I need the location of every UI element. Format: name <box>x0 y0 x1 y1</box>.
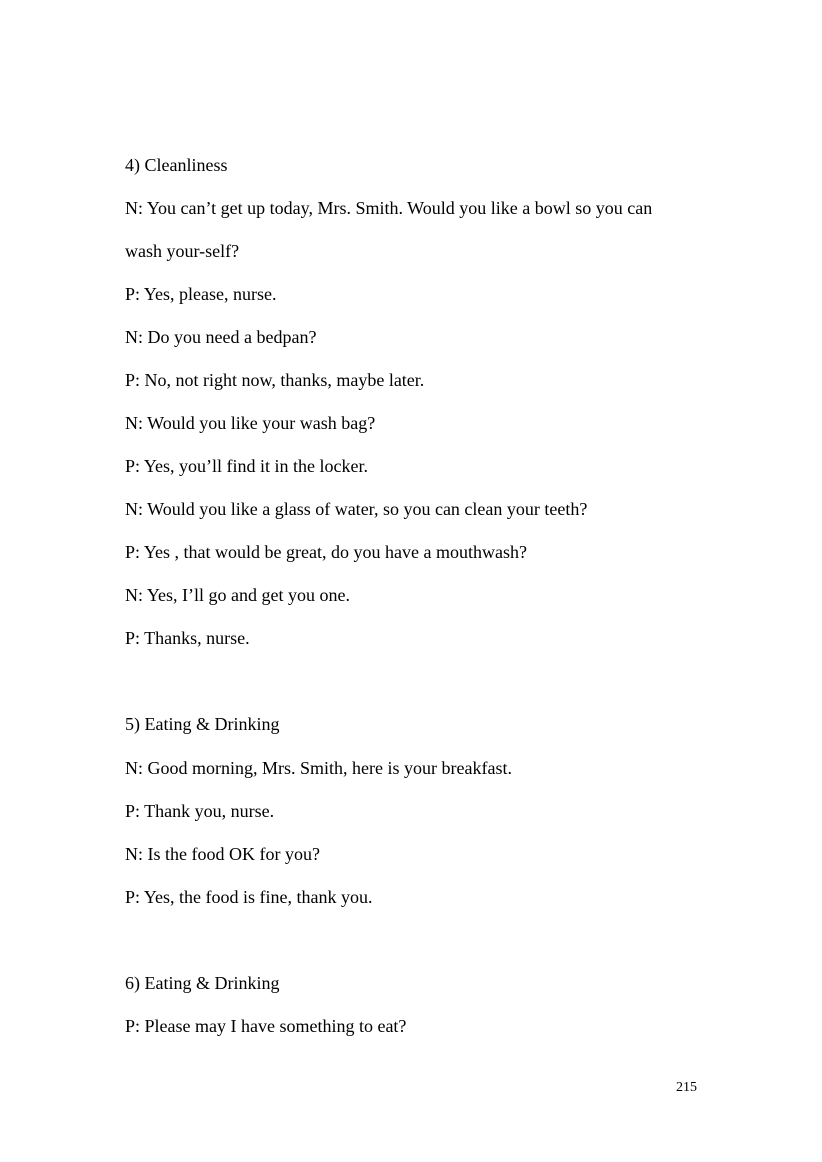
section-heading: 5) Eating & Drinking <box>125 714 280 734</box>
dialogue-line: P: Thanks, nurse. <box>125 628 250 648</box>
dialogue-line: P: Yes , that would be great, do you have a mouthwash? <box>125 542 527 562</box>
dialogue-line: N: Do you need a bedpan? <box>125 327 317 347</box>
page-number: 215 <box>676 1080 697 1095</box>
dialogue-line: N: Is the food OK for you? <box>125 844 320 864</box>
dialogue-line: N: You can’t get up today, Mrs. Smith. Would you like a bowl so you can <box>125 198 653 218</box>
dialogue-line: N: Would you like a glass of water, so you can clean your teeth? <box>125 499 588 519</box>
dialogue-line: P: No, not right now, thanks, maybe later. <box>125 370 425 390</box>
section-heading: 6) Eating & Drinking <box>125 973 280 993</box>
dialogue-line: N: Good morning, Mrs. Smith, here is your breakfast. <box>125 758 512 778</box>
section-heading: 4) Cleanliness <box>125 155 228 175</box>
dialogue-line: N: Would you like your wash bag? <box>125 413 376 433</box>
dialogue-line: P: Please may I have something to eat? <box>125 1016 407 1036</box>
dialogue-line: P: Yes, the food is fine, thank you. <box>125 887 373 907</box>
dialogue-line: P: Yes, please, nurse. <box>125 284 277 304</box>
dialogue-line: N: Yes, I’ll go and get you one. <box>125 585 350 605</box>
dialogue-line: wash your-self? <box>125 241 240 261</box>
dialogue-line: P: Thank you, nurse. <box>125 801 275 821</box>
dialogue-line: P: Yes, you’ll find it in the locker. <box>125 456 368 476</box>
